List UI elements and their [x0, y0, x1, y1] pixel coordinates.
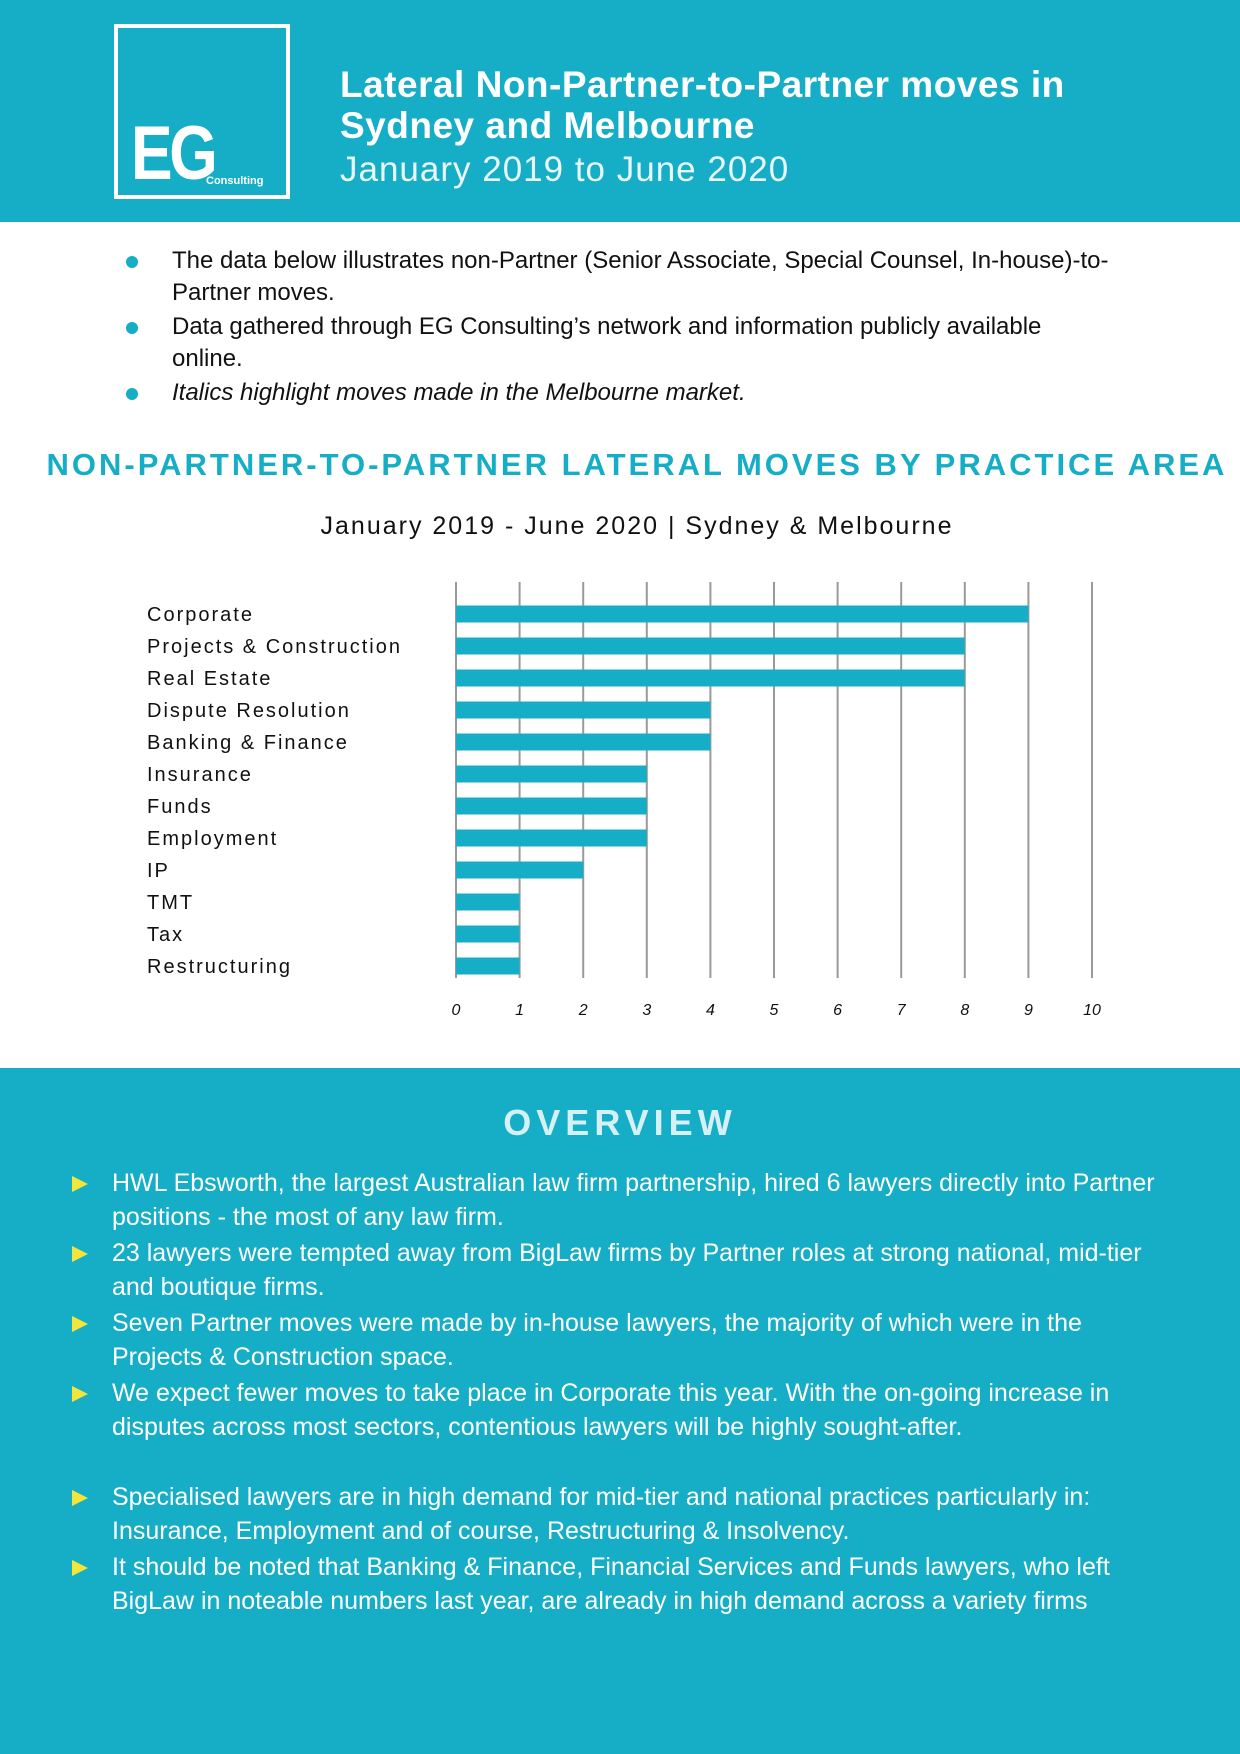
- overview-item: [112, 1480, 1172, 1548]
- logo: [114, 24, 290, 199]
- category-label: Employment: [147, 828, 279, 850]
- category-label: Restructuring: [147, 956, 292, 978]
- bar: [456, 926, 520, 943]
- category-label: Insurance: [147, 764, 253, 786]
- x-tick-label: 6: [833, 1002, 843, 1019]
- x-tick-label: 9: [1023, 1002, 1033, 1019]
- intro-bullet-text: The data below illustrates non-Partner (Senior Associate, Special Counsel, In-house)-to-Partner moves.: [172, 247, 1109, 306]
- overview-section: [0, 1068, 1240, 1754]
- page-subtitle: January 2019 to June 2020: [340, 150, 790, 189]
- bar: [456, 766, 647, 783]
- chart-subtitle: January 2019 - June 2020 | Sydney & Melbourne: [320, 512, 954, 540]
- arrow-bullet-icon: [72, 1490, 88, 1506]
- header-banner: [0, 0, 1240, 222]
- intro-bullet: [172, 311, 1112, 375]
- overview-title: OVERVIEW: [503, 1102, 737, 1143]
- x-tick-label: 7: [896, 1002, 906, 1019]
- bar: [456, 606, 1028, 623]
- bar: [456, 894, 520, 911]
- bullet-dot-icon: [126, 388, 138, 400]
- category-label: Dispute Resolution: [147, 700, 351, 722]
- arrow-bullet-icon: [72, 1176, 88, 1192]
- bar: [456, 798, 647, 815]
- intro-bullet-text: Data gathered through EG Consulting’s network and information publicly available online.: [172, 313, 1042, 372]
- arrow-bullet-icon: [72, 1560, 88, 1576]
- category-label: Banking & Finance: [147, 732, 349, 754]
- intro-bullet: [172, 377, 1112, 409]
- overview-item-text: HWL Ebsworth, the largest Australian law firm partnership, hired 6 lawyers directly into Partner positions - the most of any law firm.: [112, 1169, 1155, 1231]
- overview-item: [112, 1236, 1172, 1304]
- x-tick-label: 1: [515, 1002, 525, 1019]
- overview-item: [112, 1550, 1172, 1618]
- category-label: Funds: [147, 796, 213, 818]
- category-label: Tax: [147, 924, 185, 946]
- x-tick-label: 3: [642, 1002, 652, 1019]
- overview-item-text: Seven Partner moves were made by in-house lawyers, the majority of which were in the Projects & Construction space.: [112, 1309, 1082, 1371]
- page-title: Lateral Non-Partner-to-Partner moves in Sydney and Melbourne: [340, 64, 1065, 146]
- category-label: Projects & Construction: [147, 636, 402, 658]
- category-label: TMT: [147, 892, 195, 914]
- overview-item: [112, 1306, 1172, 1374]
- overview-item-text: 23 lawyers were tempted away from BigLaw firms by Partner roles at strong national, mid-tier and boutique firms.: [112, 1239, 1142, 1301]
- bar: [456, 702, 710, 719]
- arrow-bullet-icon: [72, 1386, 88, 1402]
- category-label: Corporate: [147, 604, 254, 626]
- x-tick-label: 10: [1083, 1002, 1101, 1019]
- bar: [456, 830, 647, 847]
- bullet-dot-icon: [126, 322, 138, 334]
- bar: [456, 958, 520, 975]
- bar: [456, 670, 965, 687]
- arrow-bullet-icon: [72, 1246, 88, 1262]
- bar: [456, 862, 583, 879]
- category-label: Real Estate: [147, 668, 273, 690]
- overview-item-text: It should be noted that Banking & Finance, Financial Services and Funds lawyers, who left BigLaw in noteable numbers last year, are already in high demand across a variety firms: [112, 1553, 1110, 1615]
- bar: [456, 638, 965, 655]
- bar-chart: [0, 570, 1240, 1040]
- overview-item-text: We expect fewer moves to take place in Corporate this year. With the on-going increase in disputes across most sectors, contentious lawyers will be highly sought-after.: [112, 1379, 1110, 1441]
- arrow-bullet-icon: [72, 1316, 88, 1332]
- x-tick-label: 5: [769, 1002, 779, 1019]
- bar: [456, 734, 710, 751]
- intro-bullet-text: Italics highlight moves made in the Melbourne market.: [172, 379, 746, 406]
- category-label: IP: [147, 860, 170, 882]
- overview-item-text: Specialised lawyers are in high demand for mid-tier and national practices particularly in: Insurance, Employment and of course, Restructuring & Insolvency.: [112, 1483, 1091, 1545]
- logo-text: EG: [131, 111, 215, 196]
- overview-item: [112, 1376, 1172, 1444]
- intro-bullet: [172, 245, 1112, 309]
- x-tick-label: 2: [578, 1002, 588, 1019]
- logo-subtext: Consulting: [206, 175, 264, 187]
- overview-item: [112, 1166, 1172, 1234]
- x-tick-label: 8: [960, 1002, 970, 1019]
- bullet-dot-icon: [126, 256, 138, 268]
- x-tick-label: 0: [451, 1002, 461, 1019]
- chart-title: NON-PARTNER-TO-PARTNER LATERAL MOVES BY PRACTICE AREA: [46, 447, 1228, 482]
- x-tick-label: 4: [705, 1002, 715, 1019]
